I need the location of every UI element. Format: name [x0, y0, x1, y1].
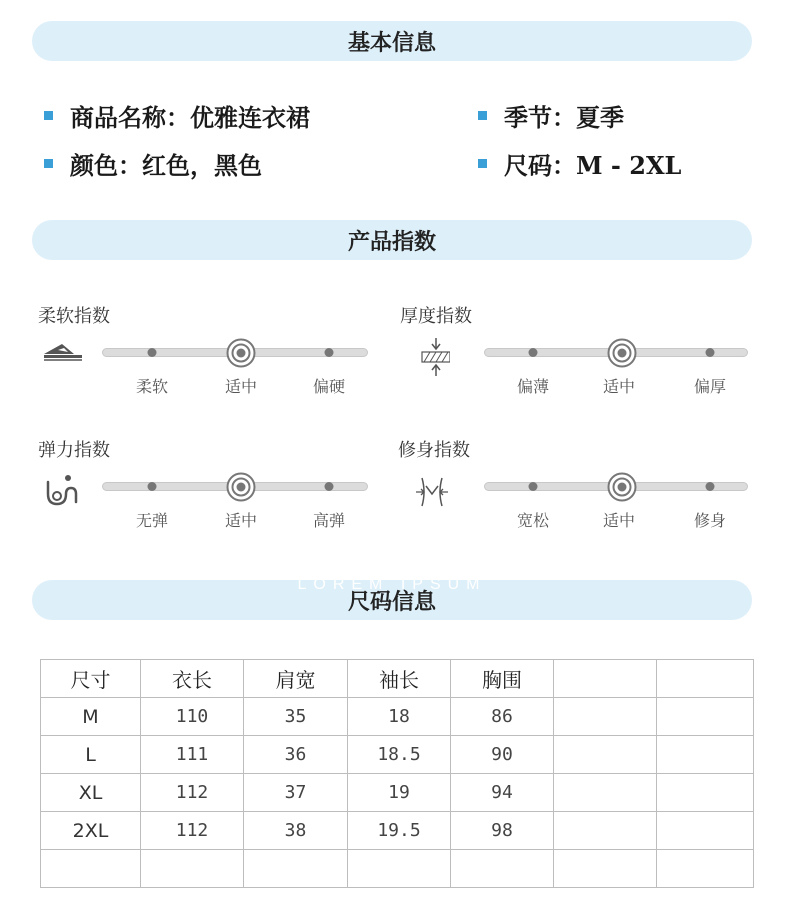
section-title: 基本信息 — [347, 29, 436, 56]
table-cell: 98 — [451, 812, 554, 850]
target-marker-icon — [226, 472, 256, 502]
table-row — [41, 812, 754, 850]
track-dot — [325, 482, 334, 491]
table-cell: 37 — [244, 774, 348, 812]
info-size: 尺码：M - 2XL — [478, 146, 681, 181]
section-header-index — [32, 220, 752, 260]
watermark-text: LOREM IPSUM — [297, 576, 487, 593]
section-title: 产品指数 — [347, 228, 436, 255]
track-dot — [529, 482, 538, 491]
table-cell: 36 — [244, 736, 348, 774]
tick-label: 宽松 — [516, 511, 550, 530]
table-cell: M — [41, 698, 141, 736]
track-dot — [148, 348, 157, 357]
table-cell — [348, 850, 451, 888]
bullet-icon — [44, 111, 53, 120]
table-cell — [657, 736, 754, 774]
target-marker-icon — [226, 338, 256, 368]
table-row — [41, 736, 754, 774]
table-row — [41, 850, 754, 888]
fit-icon — [398, 470, 448, 514]
bullet-icon — [478, 111, 487, 120]
table-cell: 19 — [348, 774, 451, 812]
table-cell: L — [41, 736, 141, 774]
tick-label: 高弹 — [312, 511, 346, 530]
table-header-cell — [554, 660, 657, 698]
tick-label: 偏薄 — [516, 377, 550, 396]
table-cell: 111 — [141, 736, 244, 774]
index-title: 修身指数 — [398, 440, 470, 461]
tick-label: 无弹 — [135, 511, 169, 530]
target-marker-icon — [607, 472, 637, 502]
tick-label: 偏硬 — [312, 377, 346, 396]
index-title: 厚度指数 — [400, 306, 472, 327]
bullet-icon — [44, 159, 53, 168]
target-marker-icon — [607, 338, 637, 368]
table-cell: 18 — [348, 698, 451, 736]
tick-label: 适中 — [224, 511, 258, 530]
index-elasticity — [38, 436, 398, 546]
table-header-cell: 肩宽 — [244, 660, 348, 698]
table-cell — [141, 850, 244, 888]
table-header-cell — [657, 660, 754, 698]
table-cell — [657, 850, 754, 888]
table-cell: 35 — [244, 698, 348, 736]
table-cell: 94 — [451, 774, 554, 812]
soft-icon — [38, 336, 88, 380]
track-dot — [148, 482, 157, 491]
section-header-size — [32, 576, 752, 620]
index-thickness — [400, 302, 760, 412]
table-cell: 90 — [451, 736, 554, 774]
table-cell: XL — [41, 774, 141, 812]
table-row — [41, 698, 754, 736]
table-header-cell: 衣长 — [141, 660, 244, 698]
table-header-cell: 胸围 — [451, 660, 554, 698]
section-title: 尺码信息 — [347, 588, 436, 615]
table-cell: 110 — [141, 698, 244, 736]
size-table — [40, 659, 754, 888]
table-cell — [554, 812, 657, 850]
section-header-basic — [32, 21, 752, 61]
track-dot — [706, 482, 715, 491]
index-fit — [398, 436, 758, 546]
table-header-cell: 尺寸 — [41, 660, 141, 698]
table-cell — [554, 736, 657, 774]
index-title: 弹力指数 — [38, 440, 110, 461]
table-cell: 38 — [244, 812, 348, 850]
table-cell — [554, 850, 657, 888]
track-dot — [706, 348, 715, 357]
info-product-name: 商品名称：优雅连衣裙 — [44, 98, 310, 133]
table-cell: 19.5 — [348, 812, 451, 850]
track-dot — [325, 348, 334, 357]
track-dot — [529, 348, 538, 357]
table-cell — [451, 850, 554, 888]
index-softness — [38, 302, 398, 412]
table-cell — [554, 774, 657, 812]
table-cell: 18.5 — [348, 736, 451, 774]
table-cell: 112 — [141, 812, 244, 850]
tick-label: 适中 — [602, 511, 636, 530]
index-title: 柔软指数 — [38, 306, 110, 327]
tick-label: 适中 — [224, 377, 258, 396]
table-cell — [554, 698, 657, 736]
info-color: 颜色：红色，黑色 — [44, 146, 262, 181]
table-cell — [41, 850, 141, 888]
table-cell — [244, 850, 348, 888]
tick-label: 柔软 — [135, 377, 169, 396]
table-cell: 2XL — [41, 812, 141, 850]
table-row — [41, 774, 754, 812]
table-header-cell: 袖长 — [348, 660, 451, 698]
table-cell: 112 — [141, 774, 244, 812]
table-cell — [657, 698, 754, 736]
table-cell — [657, 812, 754, 850]
info-season: 季节：夏季 — [478, 98, 624, 133]
table-header-row — [41, 660, 754, 698]
table-cell — [657, 774, 754, 812]
tick-label: 修身 — [693, 511, 727, 530]
bullet-icon — [478, 159, 487, 168]
tick-label: 偏厚 — [693, 377, 727, 396]
table-cell: 86 — [451, 698, 554, 736]
tick-label: 适中 — [602, 377, 636, 396]
thickness-icon — [400, 336, 450, 380]
elastic-icon — [38, 470, 88, 514]
